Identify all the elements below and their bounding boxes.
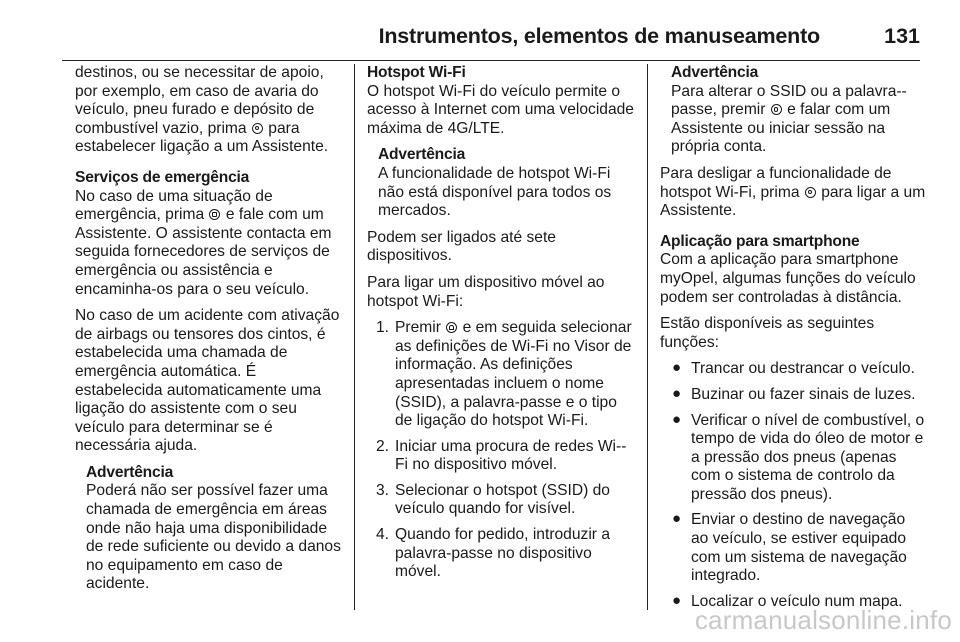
section-heading-emergency: Serviços de emergência (75, 168, 250, 186)
list-item: 3. Selecionar o hotspot (SSID) do veículo quando for visível. (376, 481, 610, 518)
list-item: ● Buzinar ou fazer sinais de luzes. (672, 384, 916, 403)
column-3 (660, 64, 926, 612)
column-divider (354, 64, 355, 610)
note-title: Advertência (671, 64, 759, 81)
onstar-button-icon (805, 187, 816, 198)
column-2 (367, 64, 634, 612)
paragraph: destinos, ou se necessitar de apoio, por exemplo, em caso de avaria do veículo, pneu furado e depósito de combustível vazio, prima para estabelecer ligação a um Assistente. (75, 64, 329, 156)
bullet-icon: ● (672, 510, 682, 528)
onstar-button-icon (771, 104, 782, 115)
list-item: ● Verificar o nível de combustível, o tempo de vida do óleo de motor e a pressão dos pneus (apenas com o sistema de controlo da pressão dos pneus). (672, 410, 925, 503)
sos-button-icon (209, 209, 220, 220)
list-item: ● Localizar o veículo num mapa. (672, 591, 903, 610)
paragraph: O hotspot Wi-Fi do veículo permite o acesso à Internet com uma velocidade máxima de 4G/LTE. (367, 82, 634, 137)
paragraph: Para ligar um dispositivo móvel ao hotspot Wi-Fi: (367, 273, 605, 310)
wifi-button-icon (446, 322, 457, 333)
onstar-button-icon (252, 123, 263, 134)
paragraph: Estão disponíveis as seguintes funções: (660, 315, 875, 351)
paragraph: No caso de um acidente com ativação de airbags ou tensores dos cintos, é estabelecida uma chamada de emergência automática. É estabelecida automaticamente uma ligação do assistente com o seu veículo para determinar se é necessária ajuda. (75, 307, 340, 455)
column-1 (75, 64, 344, 612)
page-title: Instrumentos, elementos de manuseamento (378, 24, 820, 48)
list-item: ● Trancar ou destrancar o veículo. (672, 359, 915, 378)
page-number: 131 (884, 24, 920, 48)
list-item: ● Enviar o destino de navegação ao veículo, se estiver equipado com um sistema de navegação integrado. (672, 510, 907, 585)
page-header (62, 26, 920, 61)
watermark: carmanualsonline.info (694, 605, 952, 635)
section-heading-smartphone-app: Aplicação para smartphone (660, 232, 860, 250)
note-title: Advertência (378, 146, 466, 164)
steps-list (367, 319, 634, 582)
note-box (378, 146, 634, 220)
note-box (671, 64, 926, 157)
section-heading-hotspot: Hotspot Wi-Fi (367, 64, 466, 81)
note-text: Para alterar o SSID ou a palavra--passe, premir e falar com um Assistente ou iniciar sessão na própria conta. (671, 82, 907, 156)
bullet-icon: ● (672, 410, 682, 428)
note-text: A funcionalidade de hotspot Wi-Fi não está disponível para todos os mercados. (378, 164, 612, 220)
note-text: Poderá não ser possível fazer uma chamada de emergência em áreas onde não haja uma disponibilidade de rede suficiente ou devido a danos no equipamento em caso de acidente. (86, 482, 341, 593)
bullet-icon: ● (672, 359, 682, 377)
list-item: 2. Iniciar uma procura de redes Wi--Fi no dispositivo móvel. (376, 437, 627, 474)
list-item: 1. Premir e em seguida selecionar as definições de Wi-Fi no Visor de informação. As definições apresentadas incluem o nome (SSID), a palavra-passe e o tipo de ligação do hotspot Wi-Fi. (376, 319, 632, 430)
list-item: 4. Quando for pedido, introduzir a palavra-passe no dispositivo móvel. (376, 526, 610, 581)
column-divider (647, 64, 648, 610)
bullet-icon: ● (672, 591, 682, 609)
paragraph: Para desligar a funcionalidade de hotspot Wi-Fi, prima para ligar a um Assistente. (660, 164, 926, 220)
paragraph: Com a aplicação para smartphone myOpel, algumas funções do veículo podem ser controladas à distância. (660, 251, 916, 306)
note-box (86, 464, 344, 594)
note-title: Advertência (86, 463, 174, 481)
features-list (660, 360, 926, 612)
paragraph: Podem ser ligados até sete dispositivos. (367, 228, 556, 265)
bullet-icon: ● (672, 384, 682, 402)
paragraph: No caso de uma situação de emergência, prima e fale com um Assistente. O assistente contacta em seguida fornecedores de serviços de emergência ou assistência e encaminha-os para o seu veículo. (75, 187, 332, 298)
